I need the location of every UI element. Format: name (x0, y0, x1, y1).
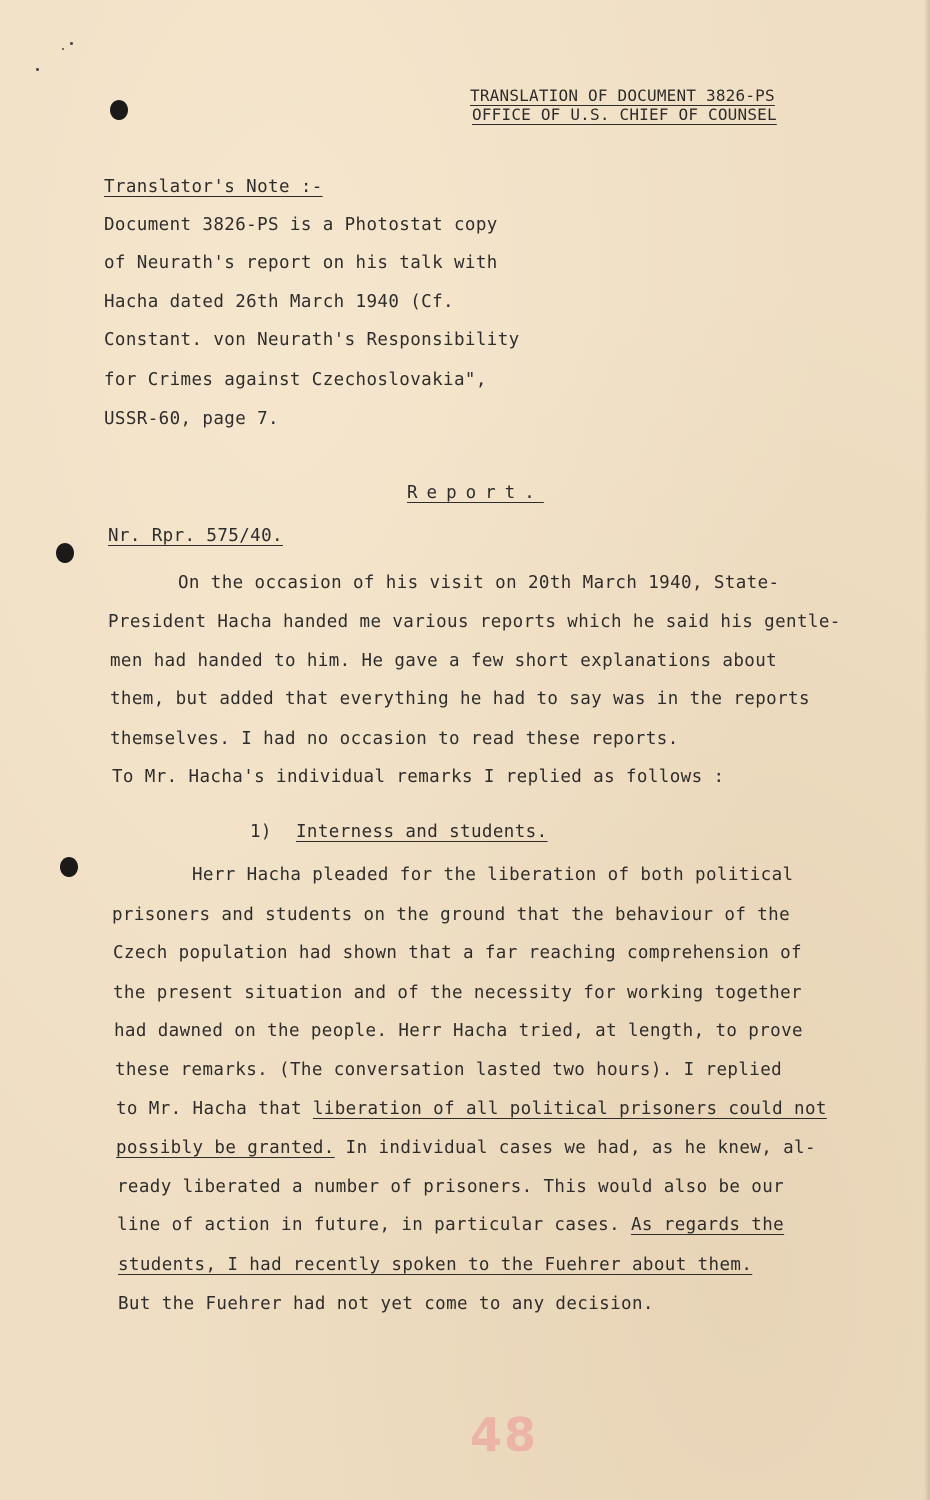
page-number-stamp: 48 (470, 1408, 539, 1462)
punch-hole-top (110, 100, 128, 120)
translator-note-line: of Neurath's report on his talk with (104, 253, 498, 273)
header-office-line: OFFICE OF U.S. CHIEF OF COUNSEL (472, 105, 777, 124)
report-number: Nr. Rpr. 575/40. (108, 526, 283, 546)
report-para2-line: ready liberated a number of prisoners. This would also be our (117, 1177, 785, 1197)
punch-hole-middle (56, 543, 74, 563)
translator-note-line: USSR-60, page 7. (104, 409, 279, 429)
report-para2-text: to Mr. Hacha that (116, 1099, 313, 1119)
report-para1-line: them, but added that everything he had to say was in the reports (110, 689, 810, 709)
translator-note-line: Constant. von Neurath's Responsibility (104, 330, 520, 350)
report-para2-line: But the Fuehrer had not yet come to any decision. (118, 1294, 654, 1314)
report-para2-line (116, 1099, 827, 1119)
translator-note-heading: Translator's Note :- (104, 177, 323, 197)
header-translation-line: TRANSLATION OF DOCUMENT 3826-PS (470, 86, 775, 105)
punch-hole-lower (60, 857, 78, 877)
translator-note-line: for Crimes against Czechoslovakia", (104, 370, 487, 390)
translator-note-line: Hacha dated 26th March 1940 (Cf. (104, 292, 454, 312)
report-para1-line: men had handed to him. He gave a few short explanations about (110, 651, 778, 671)
report-para2-line (116, 1138, 816, 1158)
report-para1-line: President Hacha handed me various reports which he said his gentle- (108, 612, 841, 632)
speck (70, 42, 73, 45)
report-para2-text: In individual cases we had, as he knew, al- (334, 1138, 816, 1158)
report-para1-line: To Mr. Hacha's individual remarks I replied as follows : (112, 767, 725, 787)
report-para2-line: Czech population had shown that a far reaching comprehension of (113, 943, 802, 963)
report-para2-line: the present situation and of the necessity for working together (113, 983, 802, 1003)
page-edge-shadow (924, 0, 930, 1500)
report-para2-line: Herr Hacha pleaded for the liberation of both political (192, 865, 794, 885)
report-para2-line: had dawned on the people. Herr Hacha tried, at length, to prove (114, 1021, 803, 1041)
report-para2-underlined-line: students, I had recently spoken to the Fuehrer about them. (118, 1255, 753, 1275)
report-title: Report. (407, 483, 544, 503)
report-para2-underlined: liberation of all political prisoners could not (312, 1099, 827, 1119)
speck (62, 48, 64, 50)
report-para1-line: On the occasion of his visit on 20th March 1940, State- (178, 573, 780, 593)
report-para2-line (117, 1215, 784, 1235)
speck (36, 68, 39, 71)
section-number: 1) (250, 822, 272, 842)
report-para2-underlined: possibly be granted. (116, 1138, 335, 1158)
section-title: Interness and students. (296, 822, 548, 842)
report-para2-line: these remarks. (The conversation lasted two hours). I replied (115, 1060, 783, 1080)
report-para2-line: prisoners and students on the ground that the behaviour of the (112, 905, 791, 925)
translator-note-line: Document 3826-PS is a Photostat copy (104, 215, 498, 235)
report-para2-text: line of action in future, in particular cases. (117, 1215, 631, 1235)
report-para2-underlined: As regards the (631, 1215, 785, 1235)
report-para1-line: themselves. I had no occasion to read these reports. (110, 729, 679, 749)
